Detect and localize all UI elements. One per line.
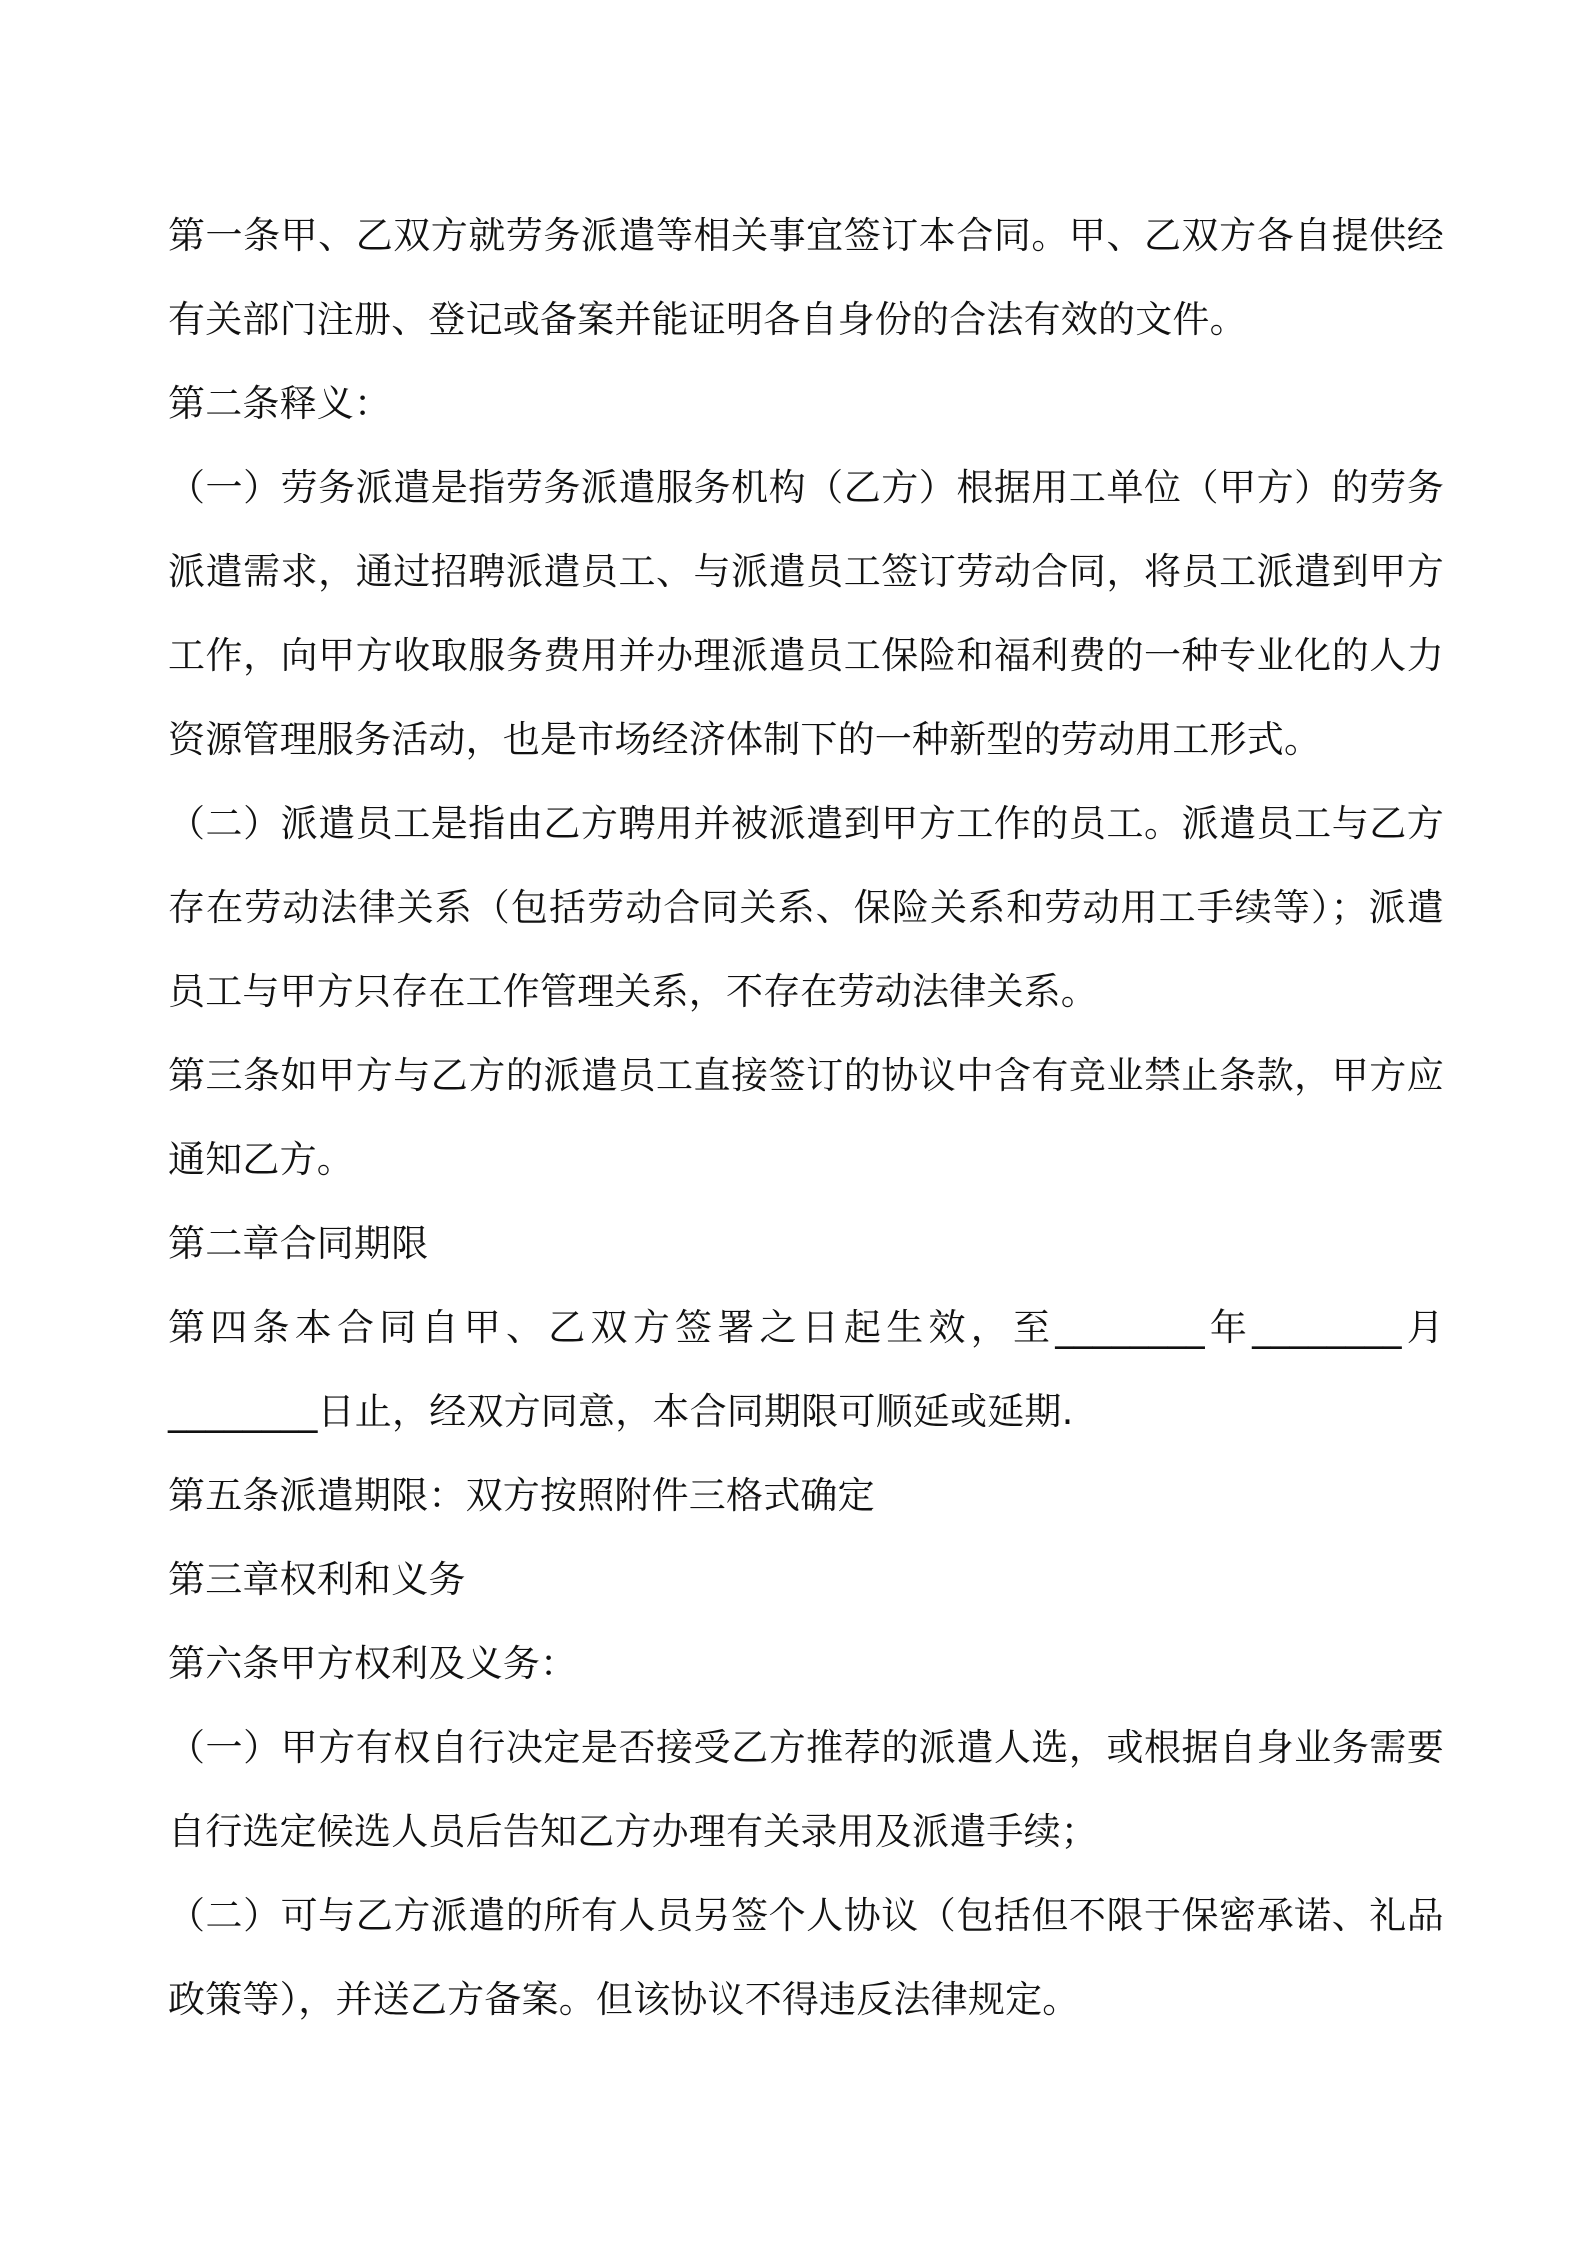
chapter-2-heading: 第二章合同期限 <box>168 1222 429 1265</box>
chapter-3-heading: 第三章权利和义务 <box>168 1558 466 1601</box>
article-5: 第五条派遣期限：双方按照附件三格式确定 <box>168 1474 875 1517</box>
article-2-item-2: （二）派遣员工是指由乙方聘用并被派遣到甲方工作的员工。派遣员工与乙方存在劳动法律关系（包括劳动合同关系、保险关系和劳动用工手续等）；派遣员工与甲方只存在工作管理关系，不存在劳动法律关系。 <box>168 802 1444 1013</box>
article-2-heading: 第二条释义： <box>168 382 392 425</box>
article-6-item-2: （二）可与乙方派遣的所有人员另签个人协议（包括但不限于保密承诺、礼品政策等），并送乙方备案。但该协议不得违反法律规定。 <box>168 1894 1444 2021</box>
article-2-item-1: （一）劳务派遣是指劳务派遣服务机构（乙方）根据用工单位（甲方）的劳务派遣需求，通过招聘派遣员工、与派遣员工签订劳动合同，将员工派遣到甲方工作，向甲方收取服务费用并办理派遣员工保险和福利费的一种专业化的人力资源管理服务活动，也是市场经济体制下的一种新型的劳动用工形式。 <box>168 466 1444 761</box>
article-4: 第四条本合同自甲、乙双方签署之日起生效，至________年________月________日止，经双方同意，本合同期限可顺延或延期. <box>168 1306 1444 1433</box>
document-body <box>168 194 1444 2042</box>
article-1: 第一条甲、乙双方就劳务派遣等相关事宜签订本合同。甲、乙双方各自提供经有关部门注册、登记或备案并能证明各自身份的合法有效的文件。 <box>168 214 1444 341</box>
article-3: 第三条如甲方与乙方的派遣员工直接签订的协议中含有竞业禁止条款，甲方应通知乙方。 <box>168 1054 1444 1181</box>
article-6-heading: 第六条甲方权利及义务： <box>168 1642 578 1685</box>
article-6-item-1: （一）甲方有权自行决定是否接受乙方推荐的派遣人选，或根据自身业务需要自行选定候选人员后告知乙方办理有关录用及派遣手续； <box>168 1726 1444 1853</box>
